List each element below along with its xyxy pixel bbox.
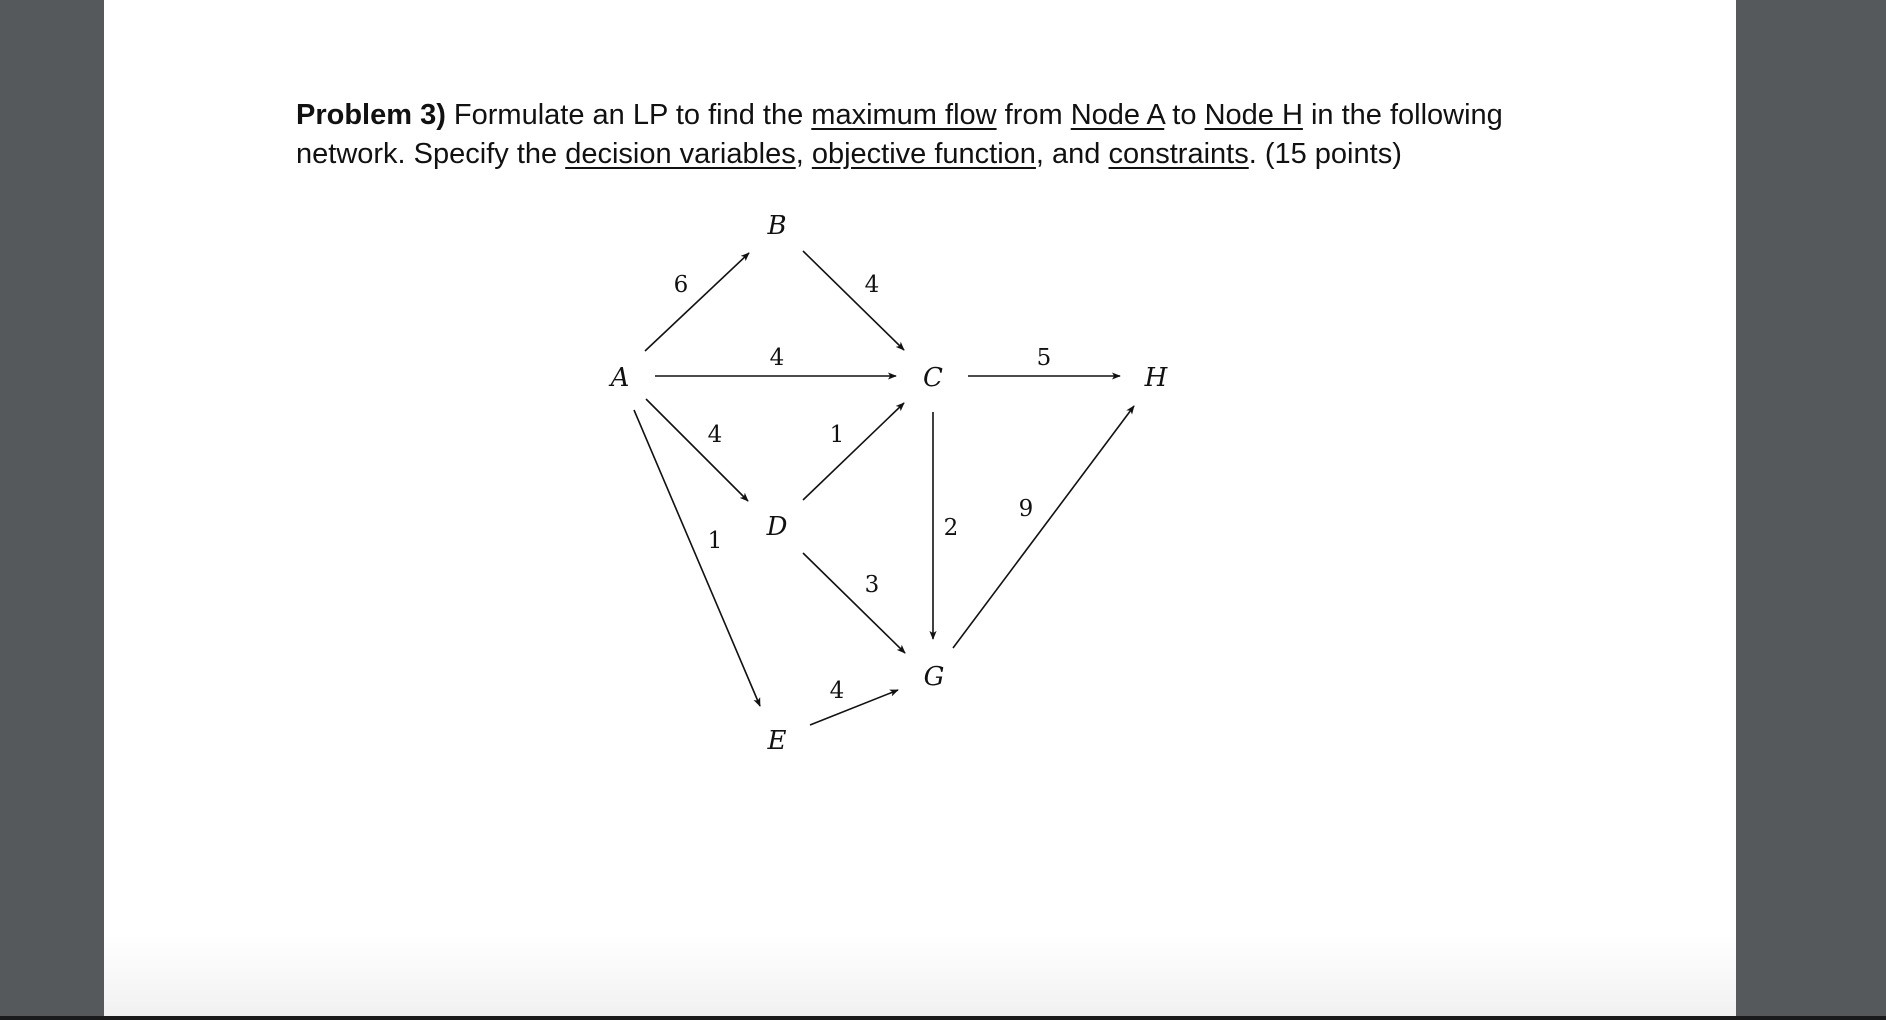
capacity-b-c: 4: [864, 272, 880, 298]
problem-text: ,: [795, 138, 812, 170]
problem-text: from: [996, 99, 1071, 131]
edge-e-g: [810, 690, 898, 725]
capacity-d-c: 1: [829, 422, 845, 448]
node-a-label: A: [610, 363, 630, 393]
edge-a-e: [634, 410, 760, 706]
capacity-e-g: 4: [829, 678, 845, 704]
capacity-a-e: 1: [707, 528, 723, 554]
capacity-c-h: 5: [1036, 345, 1052, 371]
capacity-d-g: 3: [864, 572, 880, 598]
edge-b-c: [803, 251, 904, 350]
underlined-term: decision variables: [565, 138, 796, 170]
problem-text: . (15 points): [1248, 138, 1402, 170]
problem-text: Formulate an LP to find the: [445, 99, 812, 131]
underlined-term: constraints: [1108, 138, 1249, 170]
underlined-term: maximum flow: [811, 99, 997, 131]
problem-text: , and: [1035, 138, 1109, 170]
capacity-g-h: 9: [1018, 496, 1034, 522]
capacity-a-d: 4: [707, 422, 723, 448]
underlined-term: objective function: [811, 138, 1036, 170]
edge-g-h: [953, 406, 1134, 648]
edge-a-b: [645, 253, 749, 351]
capacity-a-c: 4: [769, 345, 785, 371]
problem-text: network. Specify the: [296, 138, 566, 170]
underlined-term: Node A: [1070, 99, 1165, 131]
node-d-label: D: [766, 512, 788, 542]
problem-number: Problem 3): [296, 99, 446, 131]
problem-text: to: [1164, 99, 1205, 131]
edge-a-d: [646, 399, 748, 501]
edge-d-g: [803, 553, 905, 653]
node-b-label: B: [767, 211, 787, 241]
node-g-label: G: [923, 662, 945, 692]
problem-text: in the following: [1302, 99, 1503, 131]
capacity-a-b: 6: [673, 272, 689, 298]
edge-d-c: [803, 403, 904, 500]
underlined-term: Node H: [1204, 99, 1303, 131]
node-e-label: E: [767, 726, 787, 756]
node-h-label: H: [1144, 363, 1168, 393]
capacity-c-g: 2: [943, 515, 959, 541]
node-c-label: C: [923, 363, 943, 393]
